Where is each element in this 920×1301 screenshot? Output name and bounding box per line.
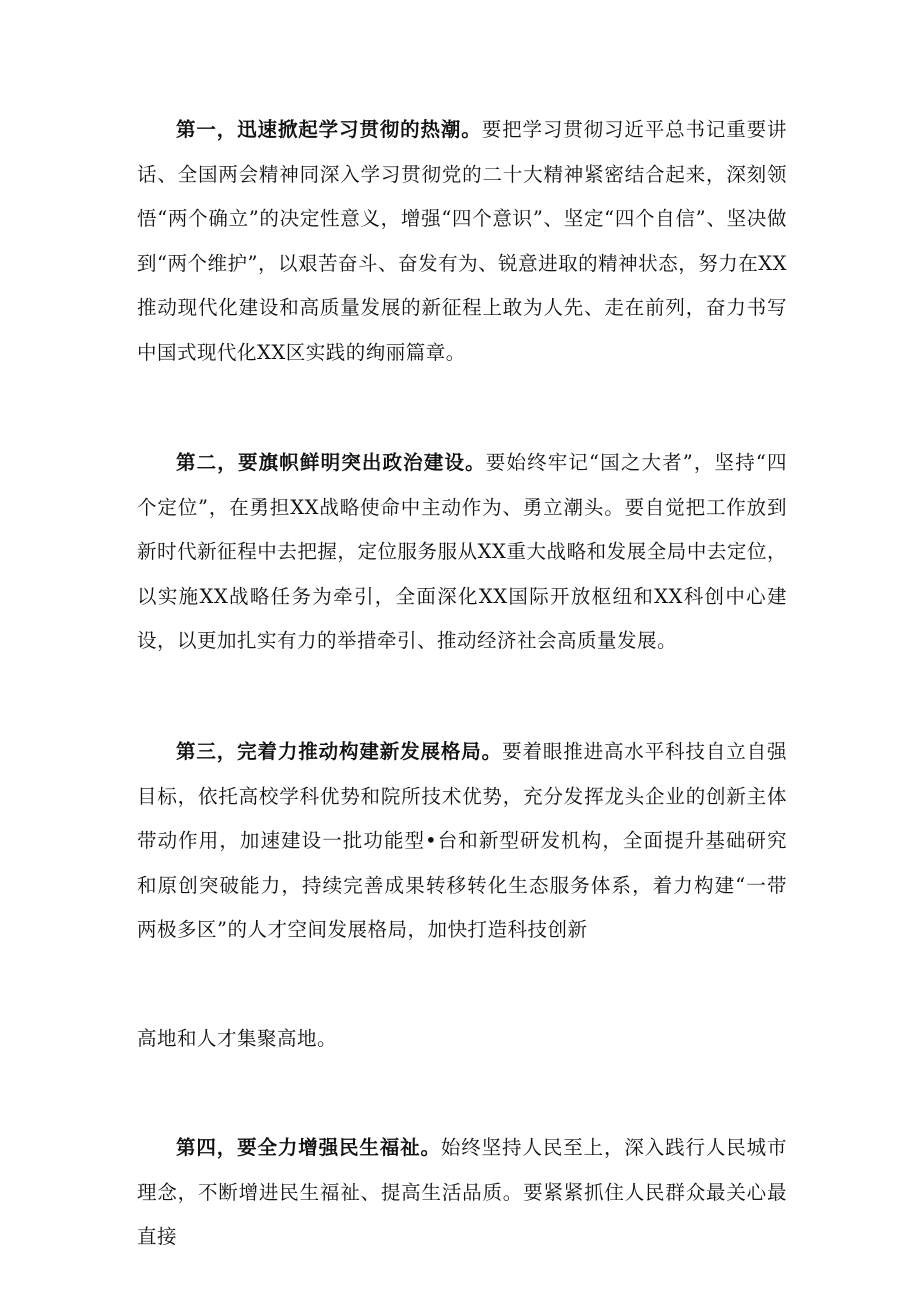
paragraph-body: 要着眼推进高水平科技自立自强目标，依托高校学科优势和院所技术优势，充分发挥龙头企业的创新主体带动作用，加速建设一批功能型•台和新型研发机构，全面提升基础研究和原创突破能力，持续完善成果转移转化生态服务体系，着力构建“一带两极多区”的人才空间发展格局，加快打造科技创新 (137, 740, 787, 941)
paragraph-body: 高地和人才集聚高地。 (137, 1027, 338, 1050)
paragraph-third-continuation (137, 1017, 787, 1062)
paragraph-third (137, 730, 787, 953)
paragraph-second (137, 441, 787, 664)
paragraph-first (137, 108, 787, 375)
paragraph-body: 始终坚持人民至上，深入践行人民城市理念，不断增进民生福祉、提高生活品质。要紧紧抓住人民群众最关心最直接 (137, 1136, 787, 1248)
paragraph-lead: 第四，要全力增强民生福祉。 (176, 1136, 441, 1159)
paragraph-lead: 第三，完着力推动构建新发展格局。 (176, 740, 503, 763)
paragraph-fourth (137, 1126, 787, 1260)
paragraph-lead: 第二，要旗帜鲜明突出政治建设。 (176, 451, 486, 474)
paragraph-lead: 第一，迅速掀起学习贯彻的热潮。 (176, 118, 482, 141)
paragraph-body: 要把学习贯彻习近平总书记重要讲话、全国两会精神同深入学习贯彻党的二十大精神紧密结合起来，深刻领悟“两个确立”的决定性意义，增强“四个意识”、坚定“四个自信”、坚决做到“两个维护”，以艰苦奋斗、奋发有为、锐意进取的精神状态，努力在XX推动现代化建设和高质量发展的新征程上敢为人先、走在前列，奋力书写中国式现代化XX区实践的绚丽篇章。 (137, 118, 787, 364)
paragraph-body: 要始终牢记“国之大者”，坚持“四个定位”，在勇担XX战略使命中主动作为、勇立潮头。要自觉把工作放到新时代新征程中去把握，定位服务服从XX重大战略和发展全局中去定位，以实施XX战略任务为牵引，全面深化XX国际开放枢纽和XX科创中心建设，以更加扎实有力的举措牵引、推动经济社会高质量发展。 (137, 451, 787, 652)
